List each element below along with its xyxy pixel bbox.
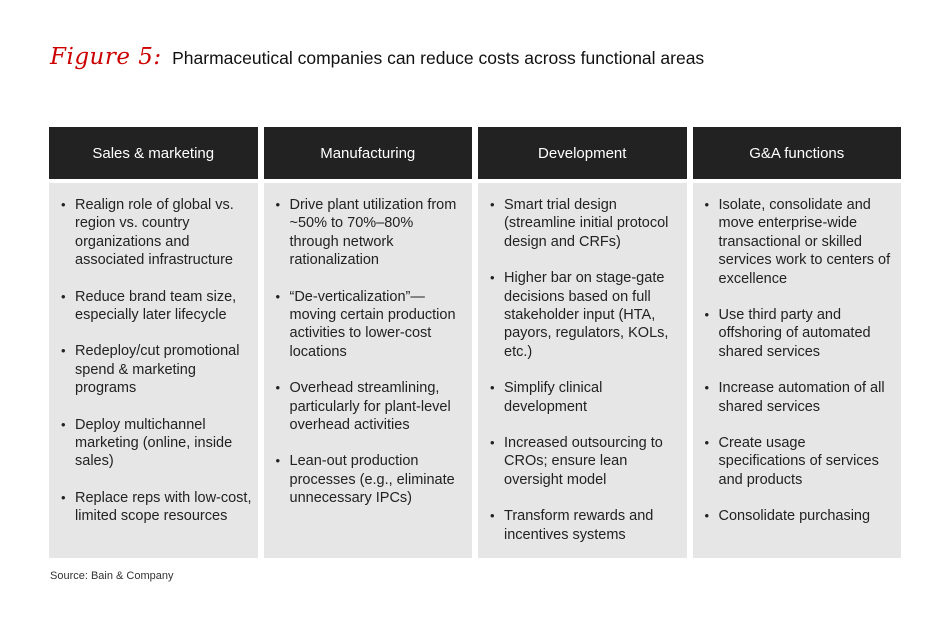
bullet-icon: • <box>275 197 281 212</box>
column-header: Development <box>478 127 687 179</box>
list-item: • Replace reps with low-cost, limited scope resources <box>61 489 252 525</box>
list-item: • Redeploy/cut promotional spend & marketing programs <box>61 343 240 397</box>
source-note: Source: Bain & Company <box>50 570 174 582</box>
list-item: • Deploy multichannel marketing (online, inside sales) <box>61 416 233 470</box>
bullet-icon: • <box>275 453 281 469</box>
list-item: • “De-verticalization”— moving certain production activities to lower-cost locations <box>275 288 456 360</box>
bullet-icon: • <box>61 489 66 505</box>
list-item: • Create usage specifications of services and products <box>704 435 879 488</box>
column-ga-functions <box>693 127 902 558</box>
list-item: • Overhead streamlining, particularly for plant-level overhead activities <box>275 380 451 434</box>
figure-title-text: Pharmaceutical companies can reduce costs across functional areas <box>172 48 705 68</box>
list-item: • Smart trial design (streamline initial protocol design and CRFs) <box>490 197 669 250</box>
list-item: • Isolate, consolidate and move enterprise-wide transactional or skilled services work to centers of excellence <box>704 197 891 287</box>
column-body <box>49 183 258 558</box>
column-development <box>478 127 687 558</box>
bullet-icon: • <box>490 508 495 524</box>
column-body <box>478 183 687 558</box>
figure-title <box>50 44 704 70</box>
bullet-icon: • <box>704 197 710 212</box>
bullet-icon: • <box>704 508 710 524</box>
list-item: • Consolidate purchasing <box>704 508 871 525</box>
list-item: • Simplify clinical development <box>490 380 603 415</box>
column-body <box>264 183 473 558</box>
functional-areas-table <box>49 127 901 558</box>
column-manufacturing <box>264 127 473 558</box>
bullet-icon: • <box>61 288 66 304</box>
bullet-icon: • <box>704 380 710 396</box>
list-item: • Realign role of global vs. region vs. country organizations and associated infrastructure <box>61 197 234 269</box>
bullet-icon: • <box>275 380 281 396</box>
list-item: • Transform rewards and incentives systems <box>490 508 654 543</box>
column-body <box>693 183 902 558</box>
bullet-icon: • <box>490 270 495 286</box>
list-item: • Increased outsourcing to CROs; ensure lean oversight model <box>490 435 663 488</box>
bullet-icon: • <box>490 380 495 396</box>
list-item: • Use third party and offshoring of automated shared services <box>704 307 871 360</box>
bullet-icon: • <box>490 435 495 451</box>
list-item: • Lean-out production processes (e.g., eliminate unnecessary IPCs) <box>275 453 455 507</box>
bullet-icon: • <box>61 197 66 212</box>
bullet-icon: • <box>61 416 66 432</box>
bullet-icon: • <box>275 288 281 304</box>
column-sales-marketing <box>49 127 258 558</box>
bullet-icon: • <box>704 435 710 451</box>
list-item: • Higher bar on stage-gate decisions based on full stakeholder input (HTA, payors, regulators, KOLs, etc.) <box>490 270 669 360</box>
bullet-icon: • <box>490 197 495 212</box>
list-item: • Drive plant utilization from ~50% to 70%–80% through network rationalization <box>275 197 457 269</box>
column-header: Manufacturing <box>264 127 473 179</box>
list-item: • Increase automation of all shared services <box>704 380 885 415</box>
figure-label: Figure 5: <box>50 44 162 70</box>
list-item: • Reduce brand team size, especially later lifecycle <box>61 288 237 324</box>
column-header: Sales & marketing <box>49 127 258 179</box>
column-header: G&A functions <box>693 127 902 179</box>
bullet-icon: • <box>704 307 710 323</box>
bullet-icon: • <box>61 343 66 359</box>
